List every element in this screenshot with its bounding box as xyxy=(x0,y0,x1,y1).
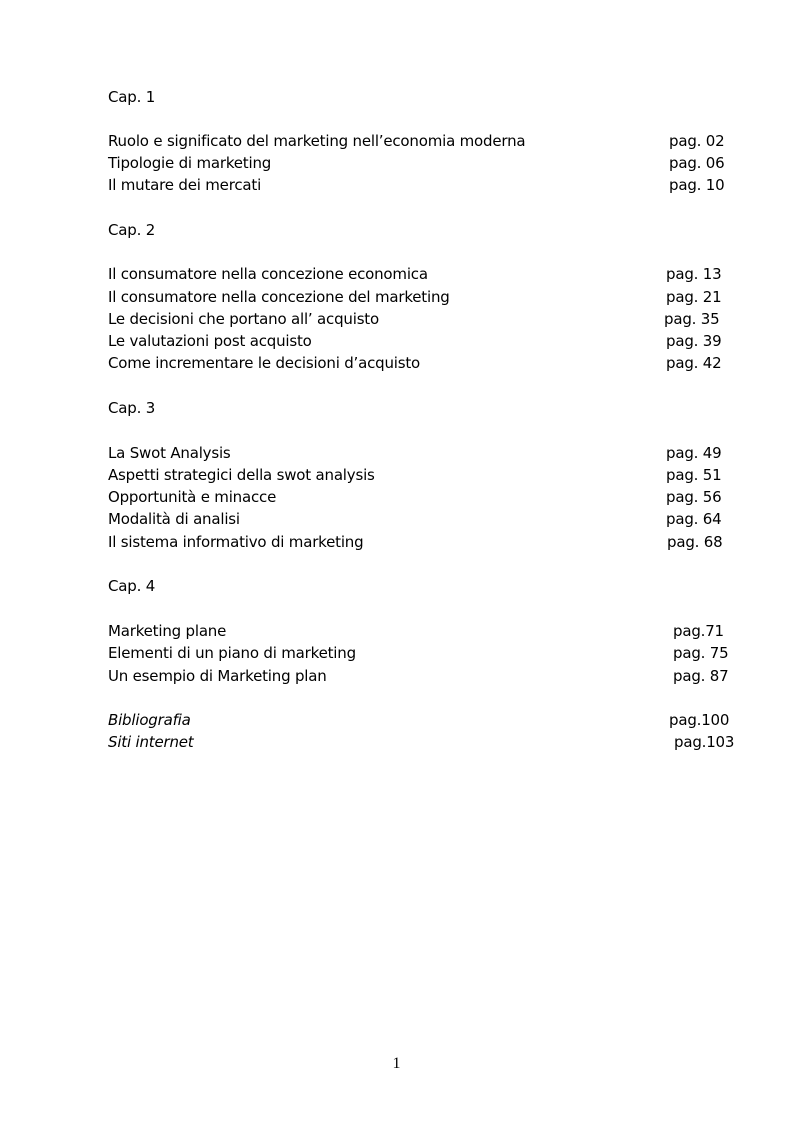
toc-entry-title: Aspetti strategici della swot analysis xyxy=(108,466,375,484)
toc-entry-page: pag. 35 xyxy=(664,310,720,328)
toc-entry-title: Elementi di un piano di marketing xyxy=(108,644,356,662)
chapter-heading: Cap. 2 xyxy=(108,221,156,239)
toc-entry-title: Le valutazioni post acquisto xyxy=(108,332,312,350)
toc-entry-page: pag. 87 xyxy=(673,667,729,685)
appendix-title: Siti internet xyxy=(108,733,194,751)
toc-entry-page: pag. 39 xyxy=(666,332,722,350)
toc-entry-title: Un esempio di Marketing plan xyxy=(108,667,327,685)
toc-entry-page: pag. 02 xyxy=(669,132,725,150)
toc-entry-page: pag. 13 xyxy=(666,265,722,283)
toc-entry-page: pag. 56 xyxy=(666,488,722,506)
chapter-heading: Cap. 1 xyxy=(108,88,156,106)
toc-entry-title: Modalità di analisi xyxy=(108,510,240,528)
toc-entry-page: pag. 49 xyxy=(666,444,722,462)
toc-entry-title: Il mutare dei mercati xyxy=(108,176,262,194)
toc-entry-page: pag. 06 xyxy=(669,154,725,172)
toc-entry-page: pag. 68 xyxy=(667,533,723,551)
toc-entry-page: pag. 10 xyxy=(669,176,725,194)
toc-entry-page: pag. 64 xyxy=(666,510,722,528)
toc-entry-title: Opportunità e minacce xyxy=(108,488,277,506)
toc-entry-page: pag. 51 xyxy=(666,466,722,484)
appendix-page: pag.100 xyxy=(669,711,730,729)
toc-entry-page: pag.71 xyxy=(673,622,724,640)
appendix-page: pag.103 xyxy=(674,733,735,751)
chapter-heading: Cap. 4 xyxy=(108,577,156,595)
toc-entry-title: Come incrementare le decisioni d’acquisto xyxy=(108,354,421,372)
toc-entry-title: Il consumatore nella concezione economica xyxy=(108,265,428,283)
toc-entry-title: La Swot Analysis xyxy=(108,444,231,462)
toc-entry-page: pag. 21 xyxy=(666,288,722,306)
toc-entry-title: Tipologie di marketing xyxy=(108,154,272,172)
toc-entry-title: Il consumatore nella concezione del marketing xyxy=(108,288,450,306)
toc-entry-title: Ruolo e significato del marketing nell’economia moderna xyxy=(108,132,526,150)
toc-entry-title: Le decisioni che portano all’ acquisto xyxy=(108,310,379,328)
toc-entry-page: pag. 42 xyxy=(666,354,722,372)
page-number: 1 xyxy=(392,1055,401,1072)
toc-entry-title: Il sistema informativo di marketing xyxy=(108,533,364,551)
toc-entry-title: Marketing plane xyxy=(108,622,227,640)
appendix-title: Bibliografia xyxy=(108,711,191,729)
toc-entry-page: pag. 75 xyxy=(673,644,729,662)
chapter-heading: Cap. 3 xyxy=(108,399,156,417)
